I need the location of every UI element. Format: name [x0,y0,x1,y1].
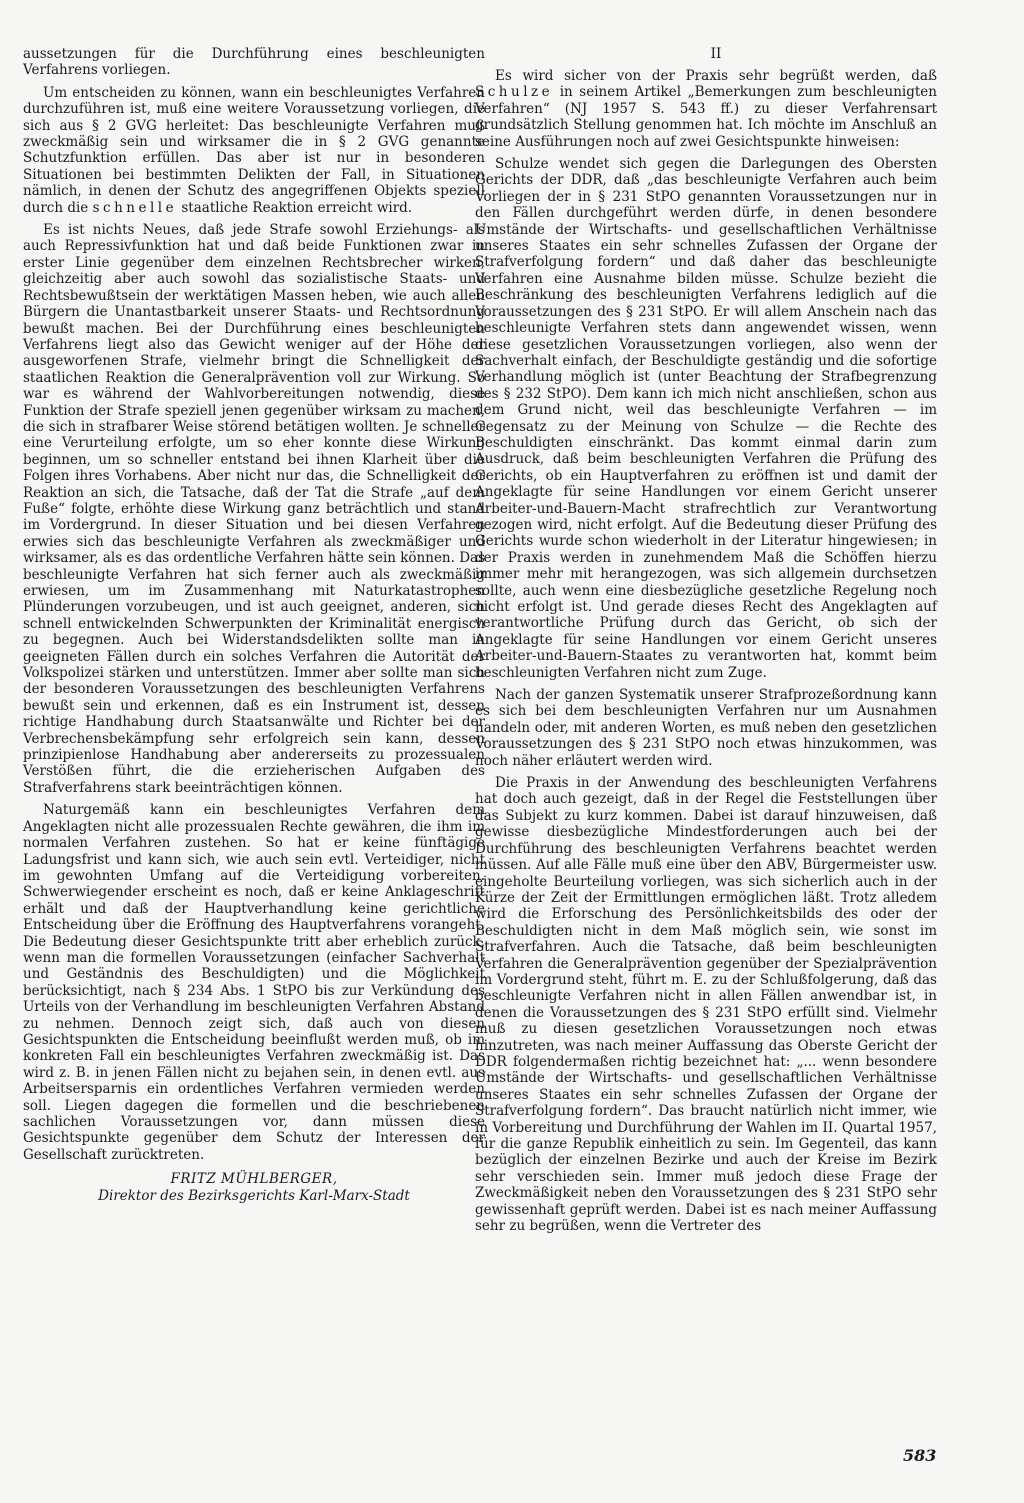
text-run: staatliche Reaktion erreicht wird. [177,199,413,216]
emphasized-word: Schulze [475,84,554,101]
page-number: 583 [903,1446,937,1465]
text-run: in seinem Artikel „Bemerkungen zum beschleunigten Verfahren“ (NJ 1957 S. 543 ff.) zu dieser Verfahrensart grundsätzlich Stellung genommen hat. Ich möchte im Anschluß an seine Ausführungen noch auf zwei Gesichtspunkte hinweisen: [475,84,937,150]
section-heading: II [710,46,722,62]
text-run: Es wird sicher von der Praxis sehr begrüßt werden, daß [495,68,937,84]
paragraph [23,85,485,216]
right-column [475,46,937,1240]
author-title: Direktor des Bezirksgerichts Karl-Marx-Stadt [98,1187,410,1204]
paragraph: Es ist nichts Neues, daß jede Strafe sowohl Erziehungs- als auch Repressivfunktion hat und daß beide Funktionen zwar in erster Linie gegenüber dem einzelnen Rechtsbrecher wirken, gleichzeitig aber auch sowohl das sozialistische Staats- und Rechtsbewußtsein der werktätigen Massen heben, wie auch allen Bürgern die Unantastbarkeit unserer Staats- und Rechtsordnung bewußt machen. Bei der Durchführung eines beschleunigten Verfahrens liegt also das Gewicht weniger auf der Höhe der ausgeworfenen Strafe, vielmehr bringt die Schnelligkeit der staatlichen Reaktion die Generalprävention voll zur Wirkung. So war es während der Wahlvorbereitungen notwendig, diese Funktion der Strafe speziell jenen gegenüber wirksam zu machen, die sich in strafbarer Weise störend betätigen wollten. Je schneller eine Verurteilung erfolgte, um so eher konnte diese Wirkung beginnen, um so schneller entstand bei ihnen Klarheit über die Folgen ihres Vorhabens. Aber nicht nur das, die Schnelligkeit der Reaktion an sich, die Tatsache, daß der Tat die Strafe „auf dem Fuße“ folgte, erhöhte diese Wirkung ganz beträchtlich und stand im Vordergrund. In dieser Situation und bei diesen Verfahren erwies sich das beschleunigte Verfahren als zweckmäßiger und wirksamer, als es das ordentliche Verfahren hätte sein können. Das beschleunigte Verfahren hat sich ferner auch als zweckmäßig erwiesen, um im Zusammenhang mit Naturkatastrophen Plünderungen vorzubeugen, und ist auch geeignet, anderen, sich schnell entwickelnden Schwerpunkten der Kriminalität energisch zu begegnen. Auch bei Widerstandsdelikten sollte man in geeigneten Fällen durch ein solches Verfahren die Autorität der Volkspolizei stärken und unterstützen. Immer aber sollte man sich der besonderen Voraussetzungen des beschleunigten Verfahrens bewußt sein und erkennen, daß es ein Instrument ist, dessen richtige Handhabung durch Staatsanwälte und Richter bei der Verbrechensbekämpfung sehr erfolgreich sein kann, dessen prinzipienlose Handhabung aber andererseits zu prozessualen Verstößen führt, die die erzieherischen Aufgaben des Strafverfahrens stark beeinträchtigen können. [23,222,486,796]
paragraph: Nach der ganzen Systematik unserer Strafprozeßordnung kann es sich bei dem beschleunigten Verfahren nur um Ausnahmen handeln oder, mit anderen Worten, es muß neben den gesetzlichen Voraussetzungen des § 231 StPO noch etwas hinzukommen, was noch näher erläutert werden wird. [475,687,937,769]
paragraph: Schulze wendet sich gegen die Darlegungen des Obersten Gerichts der DDR, daß „das beschleunigte Verfahren auch beim Vorliegen der in § 231 StPO genannten Voraussetzungen nur in den Fällen durchgeführt werden dürfe, in denen besondere Umstände der Wirtschafts- und gesellschaftlichen Verhältnisse unseres Staates ein sehr schnelles Zufassen der Organe der Strafverfolgung fordern“ und daß daher das beschleunigte Verfahren eine Ausnahme bilden müsse. Schulze bezieht die Beschränkung des beschleunigten Verfahrens lediglich auf die Voraussetzungen des § 231 StPO. Er will allem Anschein nach das beschleunigte Verfahren stets dann angewendet wissen, wenn diese gesetzlichen Voraussetzungen vorliegen, also wenn der Sachverhalt einfach, der Beschuldigte geständig und die sofortige Verhandlung möglich ist (unter Beachtung der Strafbegrenzung des § 232 StPO). Dem kann ich mich nicht anschließen, schon aus dem Grund nicht, weil das beschleunigte Verfahren — im Gegensatz zu der Meinung von Schulze — die Rechte des Beschuldigten einschränkt. Das kommt einmal darin zum Ausdruck, daß beim beschleunigten Verfahren die Prüfung des Gerichts, ob ein Hauptverfahren zu eröffnen ist und damit der Angeklagte für seine Handlungen vor einem Gericht unserer Arbeiter-und-Bauern-Macht strafrechtlich zur Verantwortung gezogen wird, nicht erfolgt. Auf die Bedeutung dieser Prüfung des Gerichts wurde schon wiederholt in der Literatur hingewiesen; in der Praxis werden in zunehmendem Maß die Schöffen hierzu immer mehr mit herangezogen, was sich allgemein durchsetzen sollte, auch wenn eine diesbezügliche gesetzliche Regelung noch nicht erfolgt ist. Und gerade dieses Recht des Angeklagten auf verantwortliche Prüfung durch das Gericht, ob sich der Angeklagte für seine Handlungen vor einem Gericht unseres Arbeiter-und-Bauern-Staates zu verantworten hat, kommt beim beschleunigten Verfahren nicht zum Zuge. [475,156,937,681]
paragraph: aussetzungen für die Durchführung eines beschleunigten Verfahrens vorliegen. [23,46,485,79]
author-signature [23,1171,485,1204]
left-column [23,46,485,1204]
paragraph [475,68,937,150]
paragraph: Die Praxis in der Anwendung des beschleunigten Verfahrens hat doch auch gezeigt, daß in der Regel die Feststellungen über das Subjekt zu kurz kommen. Dabei ist darauf hinzuweisen, daß gewisse diesbezügliche Mindestforderungen auch bei der Durchführung des beschleunigten Verfahrens beachtet werden müssen. Auf alle Fälle muß eine über den ABV, Bürgermeister usw. eingeholte Beurteilung vorliegen, was sich sicherlich auch in der Kürze der Zeit der Ermittlungen ermöglichen läßt. Trotz alledem wird die Erforschung des Persönlichkeitsbilds des oder der Beschuldigten nicht in dem Maß möglich sein, wie sonst im Strafverfahren. Auch die Tatsache, daß beim beschleunigten Verfahren die Generalprävention gegenüber der Spezialprävention im Vordergrund steht, führt m. E. zu der Schlußfolgerung, daß das beschleunigte Verfahren nicht in allen Fällen anwendbar ist, in denen die Voraussetzungen des § 231 StPO erfüllt sind. Vielmehr muß zu diesen gesetzlichen Voraussetzungen noch etwas hinzutreten, was nach meiner Auffassung das Oberste Gericht der DDR folgendermaßen richtig bezeichnet hat: „... wenn besondere Umstände der Wirtschafts- und gesellschaftlichen Verhältnisse unseres Staates ein sehr schnelles Zufassen der Organe der Strafverfolgung fordern“. Das braucht natürlich nicht immer, wie in Vorbereitung und Durchführung der Wahlen im II. Quartal 1957, für die ganze Republik einheitlich zu sein. Im Gegenteil, das kann bezüglich der einzelnen Bezirke und auch der Kreise im Bezirk sehr verschieden sein. Immer muß jedoch diese Frage der Zweckmäßigkeit neben den Voraussetzungen des § 231 StPO sehr gewissenhaft geprüft werden. Dabei ist es nach meiner Auffassung sehr zu begrüßen, wenn die Vertreter des [475,775,937,1235]
paragraph: Naturgemäß kann ein beschleunigtes Verfahren dem Angeklagten nicht alle prozessualen Rechte gewähren, die ihm im normalen Verfahren zustehen. So hat er keine fünftägige Ladungsfrist und kann sich, wie auch sein evtl. Verteidiger, nicht im gewohnten Umfang auf die Verteidigung vorbereiten. Schwerwiegender erscheint es noch, daß er keine Anklageschrift erhält und daß der Hauptverhandlung keine gerichtliche Entscheidung über die Eröffnung des Hauptverfahrens vorangeht. Die Bedeutung dieser Gesichtspunkte tritt aber erheblich zurück, wenn man die formellen Voraussetzungen (einfacher Sachverhalt und Geständnis des Beschuldigten) und die Möglichkeit berücksichtigt, nach § 234 Abs. 1 StPO bis zur Verkündung des Urteils von der Verhandlung im beschleunigten Verfahren Abstand zu nehmen. Dennoch zeigt sich, daß auch von diesen Gesichtspunkten die Entscheidung beeinflußt werden muß, ob im konkreten Fall ein beschleunigtes Verfahren zweckmäßig ist. Das wird z. B. in jenen Fällen nicht zu bejahen sein, in denen evtl. aus Arbeitsersparnis ein ordentliches Verfahren vermieden werden soll. Liegen dagegen die formellen und die beschriebenen sachlichen Voraussetzungen vor, dann müssen diese Gesichtspunkte gegenüber dem Schutz der Interessen der Gesellschaft zurücktreten. [23,802,485,1163]
author-name: FRITZ MÜHLBERGER, [170,1171,338,1188]
emphasized-word: schnelle [92,199,178,216]
text-run: Um entscheiden zu können, wann ein beschleunigtes Verfahren durchzuführen ist, muß eine weitere Voraussetzung vorliegen, die sich aus § 2 GVG herleitet: Das beschleunigte Verfahren muß zweckmäßig sein und wirksamer die in § 2 GVG genannte Schutzfunktion erfüllen. Das aber ist nur in besonderen Situationen bei bestimmten Delikten der Fall, in Situationen nämlich, in denen der Schutz des angegriffenen Objekts speziell durch die [23,84,485,216]
